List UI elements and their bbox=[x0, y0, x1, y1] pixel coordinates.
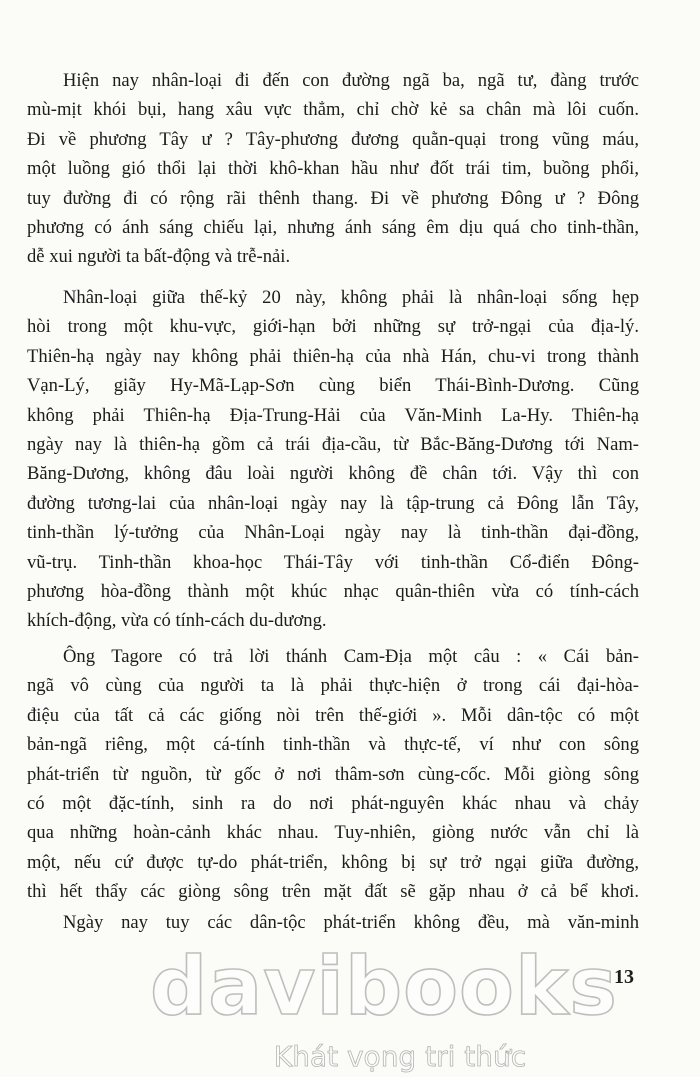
page-number: 13 bbox=[614, 966, 634, 988]
text-line: Vạn-Lý, giãy Hy-Mã-Lạp-Sơn cùng biển Thái-Bình-Dương. Cũng bbox=[27, 375, 639, 397]
text-line: ngã vô cùng của người ta là phải thực-hiện ở trong cái đại-hòa- bbox=[27, 675, 639, 697]
text-line: Đi về phương Tây ư ? Tây-phương đương quằn-quại trong vũng máu, bbox=[27, 128, 639, 150]
text-line: Thiên-hạ ngày nay không phải thiên-hạ của nhà Hán, chu-vi trong thành bbox=[27, 345, 639, 367]
text-line: tuy đường đi có rộng rãi thênh thang. Đi về phương Đông ư ? Đông bbox=[27, 187, 639, 209]
text-line: phương hòa-đồng thành một khúc nhạc quân-thiên vừa có tính-cách bbox=[27, 580, 639, 602]
watermark-slogan: Khát vọng tri thức bbox=[273, 1040, 527, 1073]
text-line: không phải Thiên-hạ Địa-Trung-Hải của Văn-Minh La-Hy. Thiên-hạ bbox=[27, 404, 639, 426]
text-line: đường tương-lai của nhân-loại ngày nay là tập-trung cả Đông lẫn Tây, bbox=[27, 492, 639, 514]
text-line: ngày nay là thiên-hạ gồm cả trái địa-cầu, từ Bắc-Băng-Dương tới Nam- bbox=[27, 433, 639, 455]
text-line: thì hết thẩy các giòng sông trên mặt đất sẽ gặp nhau ở cả bể khơi. bbox=[27, 881, 639, 903]
text-line: phát-triển từ nguồn, từ gốc ở nơi thâm-sơn cùng-cốc. Mỗi giòng sông bbox=[27, 763, 639, 785]
text-line: qua những hoàn-cảnh khác nhau. Tuy-nhiên, giòng nước vẫn chỉ là bbox=[27, 822, 639, 844]
text-line: bản-ngã riêng, một cá-tính tinh-thần và thực-tế, ví như con sông bbox=[27, 734, 639, 756]
text-line: hòi trong một khu-vực, giới-hạn bởi những sự trở-ngại của địa-lý. bbox=[27, 316, 639, 338]
text-line: điệu của tất cả các giống nòi trên thế-giới ». Mỗi dân-tộc có một bbox=[27, 704, 639, 726]
watermark bbox=[0, 930, 700, 1077]
text-line: phương có ánh sáng chiếu lại, nhưng ánh sáng êm dịu quá cho tinh-thần, bbox=[27, 216, 639, 238]
text-line: vũ-trụ. Tinh-thần khoa-học Thái-Tây với tinh-thần Cổ-điển Đông- bbox=[27, 551, 639, 573]
text-line: có một đặc-tính, sinh ra do nơi phát-nguyên khác nhau và chảy bbox=[27, 792, 639, 814]
watermark-logo: davibooks bbox=[150, 940, 618, 1033]
paragraph-1 bbox=[27, 66, 639, 272]
paragraph-4 bbox=[27, 908, 639, 937]
text-line: Băng-Dương, không đâu loài người không đề chân tới. Vậy thì con bbox=[27, 463, 639, 485]
text-line: mù-mịt khói bụi, hang xâu vực thẳm, chỉ chờ kẻ sa chân mà lôi cuốn. bbox=[27, 99, 639, 121]
text-line: Nhân-loại giữa thế-kỷ 20 này, không phải là nhân-loại sống hẹp bbox=[63, 287, 639, 308]
text-line: một luồng gió thổi lại thời khô-khan hầu như đốt trái tim, buồng phổi, bbox=[27, 158, 639, 180]
text-line: Ngày nay tuy các dân-tộc phát-triển không đều, mà văn-minh bbox=[63, 912, 639, 933]
paragraph-3 bbox=[27, 642, 639, 907]
text-line: dễ xui người ta bất-động và trễ-nải. bbox=[27, 246, 291, 268]
text-line: một, nếu cứ được tự-do phát-triển, không bị sự trở ngại giữa đường, bbox=[27, 851, 639, 873]
paragraph-2 bbox=[27, 283, 639, 636]
text-line: Ông Tagore có trả lời thánh Cam-Địa một câu : « Cái bản- bbox=[63, 646, 639, 667]
text-line: tinh-thần lý-tưởng của Nhân-Loại ngày nay là tinh-thần đại-đồng, bbox=[27, 522, 639, 544]
text-line: Hiện nay nhân-loại đi đến con đường ngã ba, ngã tư, đàng trước bbox=[63, 70, 639, 91]
text-line: khích-động, vừa có tính-cách du-dương. bbox=[27, 610, 327, 632]
